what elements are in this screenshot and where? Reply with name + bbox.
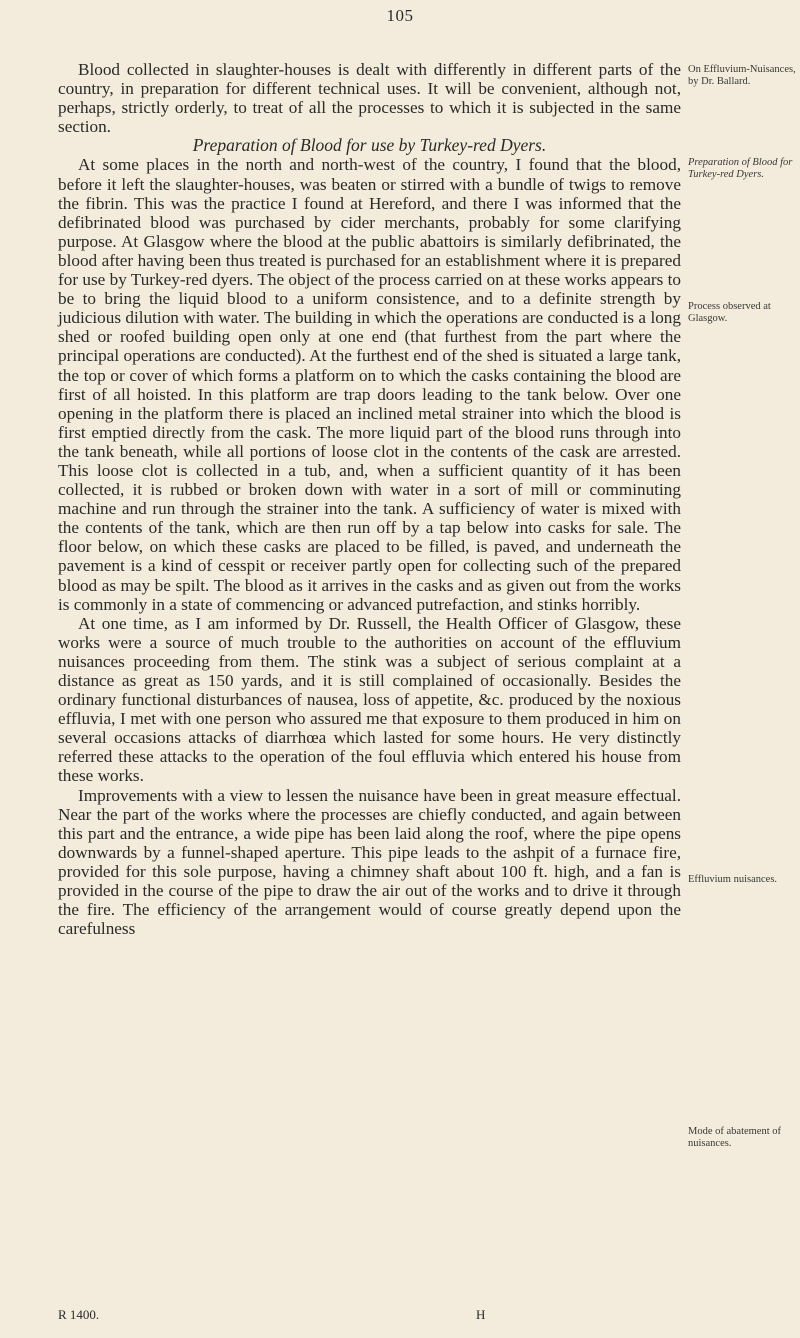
margin-note-glasgow: Process observed at Glasgow. (688, 301, 771, 324)
margin-note-preparation: Preparation of Blood for Turkey-red Dyers. (688, 157, 793, 180)
page-number: 105 (386, 6, 414, 25)
section-heading: Preparation of Blood for use by Turkey-red Dyers. (192, 135, 547, 156)
paragraph-effluvium: At one time, as I am informed by Dr. Russell, the Health Officer of Glasgow, these works were a source of much trouble to the authorities on account of the effluvium nuisances proceeding from them. The stink was a subject of serious complaint at a distance as great as 150 yards, and it is still complained of occasionally. Besides the ordinary functional disturbances of nausea, loss of appetite, &c. produced by the noxious effluvia, I met with one person who assured me that exposure to them produced in him on several occasions attacks of diarrhœa which lasted for some hours. He very distinctly referred these attacks to the operation of the foul effluvia which entered his house from these works. (58, 613, 681, 786)
paragraph-improvements: Improvements with a view to lessen the nuisance have been in great measure effectual. Near the part of the works where the processes are chiefly conducted, and again between this part and the entrance, a wide pipe has been laid along the roof, where the pipe opens downwards by a funnel-shaped aperture. This pipe leads to the ashpit of a furnace fire, provided for this sole purpose, having a chimney shaft about 100 ft. high, and a fan is provided in the course of the pipe to draw the air out of the works and to drive it through the fire. The efficiency of the arrangement would of course greatly depend upon the carefulness (58, 785, 681, 939)
intro-paragraph: Blood collected in slaughter-houses is dealt with differently in different parts of the country, in preparation for different technical uses. It will be convenient, although not, perhaps, strictly orderly, to treat of all the processes to which it is subjected in the same section. (58, 60, 681, 137)
leaf-mark: H (476, 1307, 486, 1322)
margin-note-effluvium: Effluvium nuisances. (688, 874, 778, 885)
body-text (58, 60, 681, 938)
margin-note-abatement: Mode of abatement of nuisances. (688, 1126, 782, 1149)
paragraph-dyers: At some places in the north and north-west of the country, I found that the blood, before it left the slaughter-houses, was beaten or stirred with a bundle of twigs to remove the fibrin. This was the practice I found at Hereford, and there I was informed that the defibrinated blood was purchased by cider merchants, probably for some clarifying purpose. At Glasgow where the blood at the public abattoirs is similarly defibrinated, the blood after having been thus treated is purchased for an establishment where it is prepared for use by Turkey-red dyers. The object of the process carried on at these works appears to be to bring the liquid blood to a uniform consistence, and to a definite strength by judicious dilution with water. The building in which the operations are conducted is a long shed or roofed building open only at one end (that furthest from the part where the principal operations are conducted). At the furthest end of the shed is situated a large tank, the top or cover of which forms a platform on to which the casks containing the blood are first of all hoisted. In this platform are trap doors leading to the tank below. Over one opening in the platform there is placed an inclined metal strainer into which the blood is first emptied directly from the cask. The more liquid part of the blood runs through into the tank beneath, while all portions of loose clot in the contents of the cask are arrested. This loose clot is collected in a tub, and, when a sufficient quantity of it has been collected, it is rubbed or broken down with water in a sort of mill or comminuting machine and run through the strainer into the tank. A sufficiency of water is mixed with the contents of the tank, which are then run off by a tap below into casks for sale. The floor below, on which these casks are placed to be filled, is paved, and underneath the pavement is a kind of cesspit or receiver partly open for collecting such of the prepared blood as may be spilt. The blood as it arrives in the casks and as given out from the works is commonly in a state of commencing or advanced putrefaction, and stinks horribly. (58, 155, 681, 614)
signature-mark: R 1400. (58, 1307, 100, 1322)
margin-note-series: On Effluvium-Nuisances, by Dr. Ballard. (688, 64, 796, 87)
